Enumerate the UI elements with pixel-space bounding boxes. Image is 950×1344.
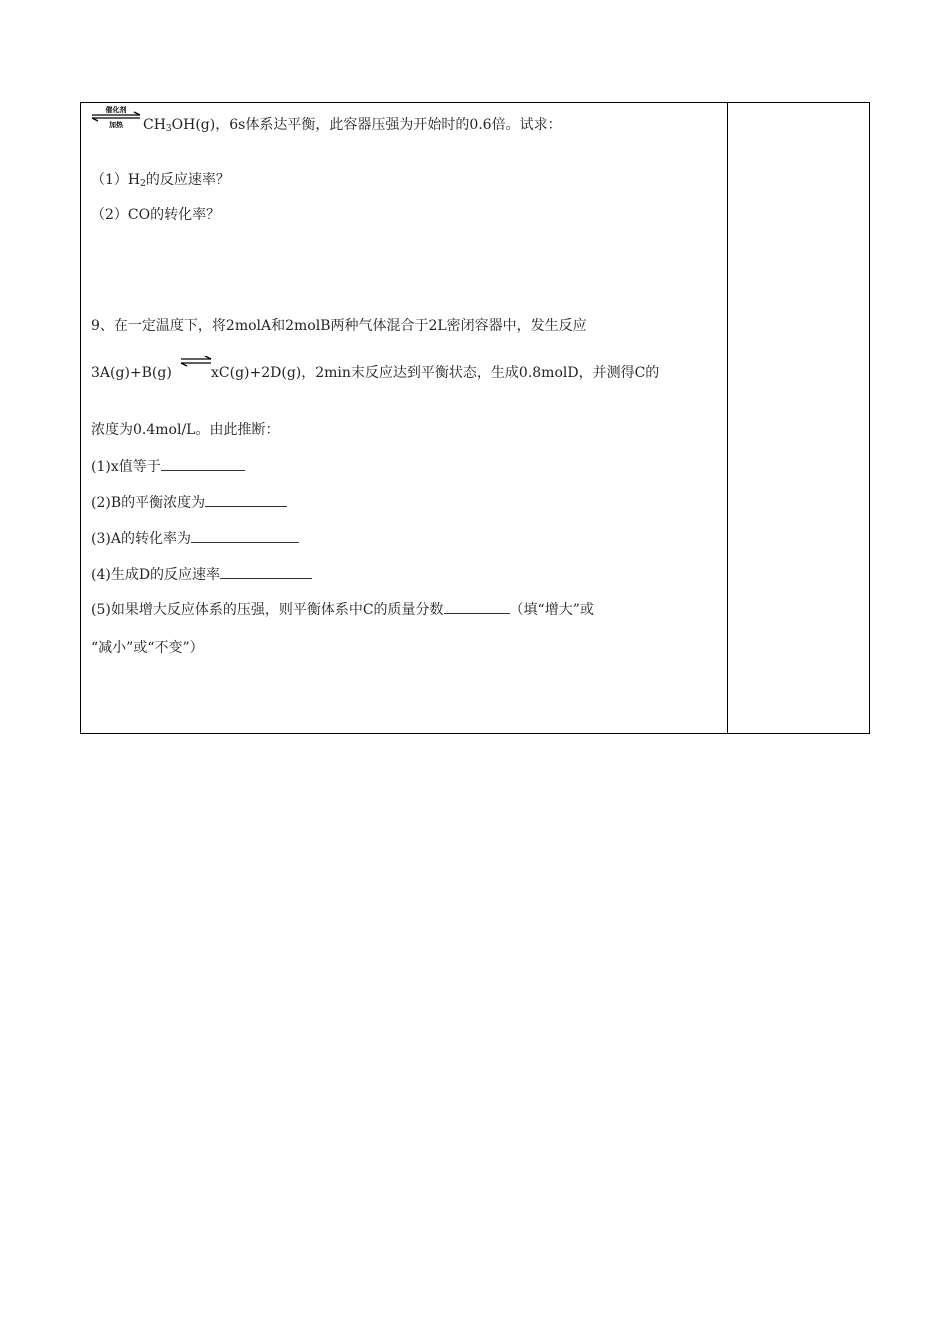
- problem9-q5-line2: “减小”或“不变”）: [91, 640, 204, 656]
- subscript: 3: [165, 124, 172, 134]
- reversible-arrow-catalyst-icon: [90, 104, 142, 128]
- problem9-line3: 浓度为0.4mol/L。由此推断：: [91, 422, 280, 438]
- answer-blank[interactable]: [220, 564, 312, 579]
- subscript: 2: [140, 179, 146, 189]
- column-divider: [727, 102, 728, 734]
- problem8-text: OH(g)，6s体系达平衡，此容器压强为开始时的0.6倍。试求：: [171, 117, 562, 133]
- q2-label: (2)B的平衡浓度为: [91, 495, 206, 511]
- answer-blank[interactable]: [191, 528, 299, 543]
- q3-label: (3)A的转化率为: [91, 531, 191, 547]
- answer-blank[interactable]: [205, 492, 287, 507]
- problem9-line1: 9、在一定温度下，将2molA和2molB两种气体混合于2L密闭容器中，发生反应: [91, 318, 587, 334]
- problem9-q5: [91, 599, 594, 619]
- condition-top: 催化剂: [105, 105, 127, 114]
- reversible-arrow-icon: [180, 356, 212, 368]
- problem9-q1: [91, 456, 245, 476]
- q1-label: (1)x值等于: [91, 459, 161, 475]
- formula-part: CH: [143, 117, 166, 133]
- problem8-q1: [91, 171, 230, 193]
- problem9-q2: [91, 492, 287, 512]
- problem9-q3: [91, 528, 299, 548]
- q5-hint: （填“增大”或: [509, 602, 594, 618]
- condition-bottom: 加热: [109, 120, 123, 128]
- q4-label: (4)生成D的反应速率: [91, 567, 221, 583]
- q5-label: (5)如果增大反应体系的压强，则平衡体系中C的质量分数: [91, 602, 444, 618]
- answer-blank[interactable]: [444, 599, 510, 614]
- q1-prefix: （1）H: [91, 172, 141, 188]
- problem8-line1: [143, 116, 562, 138]
- problem9-q4: [91, 564, 312, 584]
- problem9-eq-left: 3A(g)+B(g): [91, 365, 172, 381]
- problem8-q2: （2）CO的转化率？: [91, 207, 221, 223]
- problem9-eq-right: xC(g)+2D(g)，2min末反应达到平衡状态，生成0.8molD，并测得C的: [211, 365, 660, 381]
- answer-blank[interactable]: [161, 456, 245, 471]
- q1-text: 的反应速率？: [145, 172, 230, 188]
